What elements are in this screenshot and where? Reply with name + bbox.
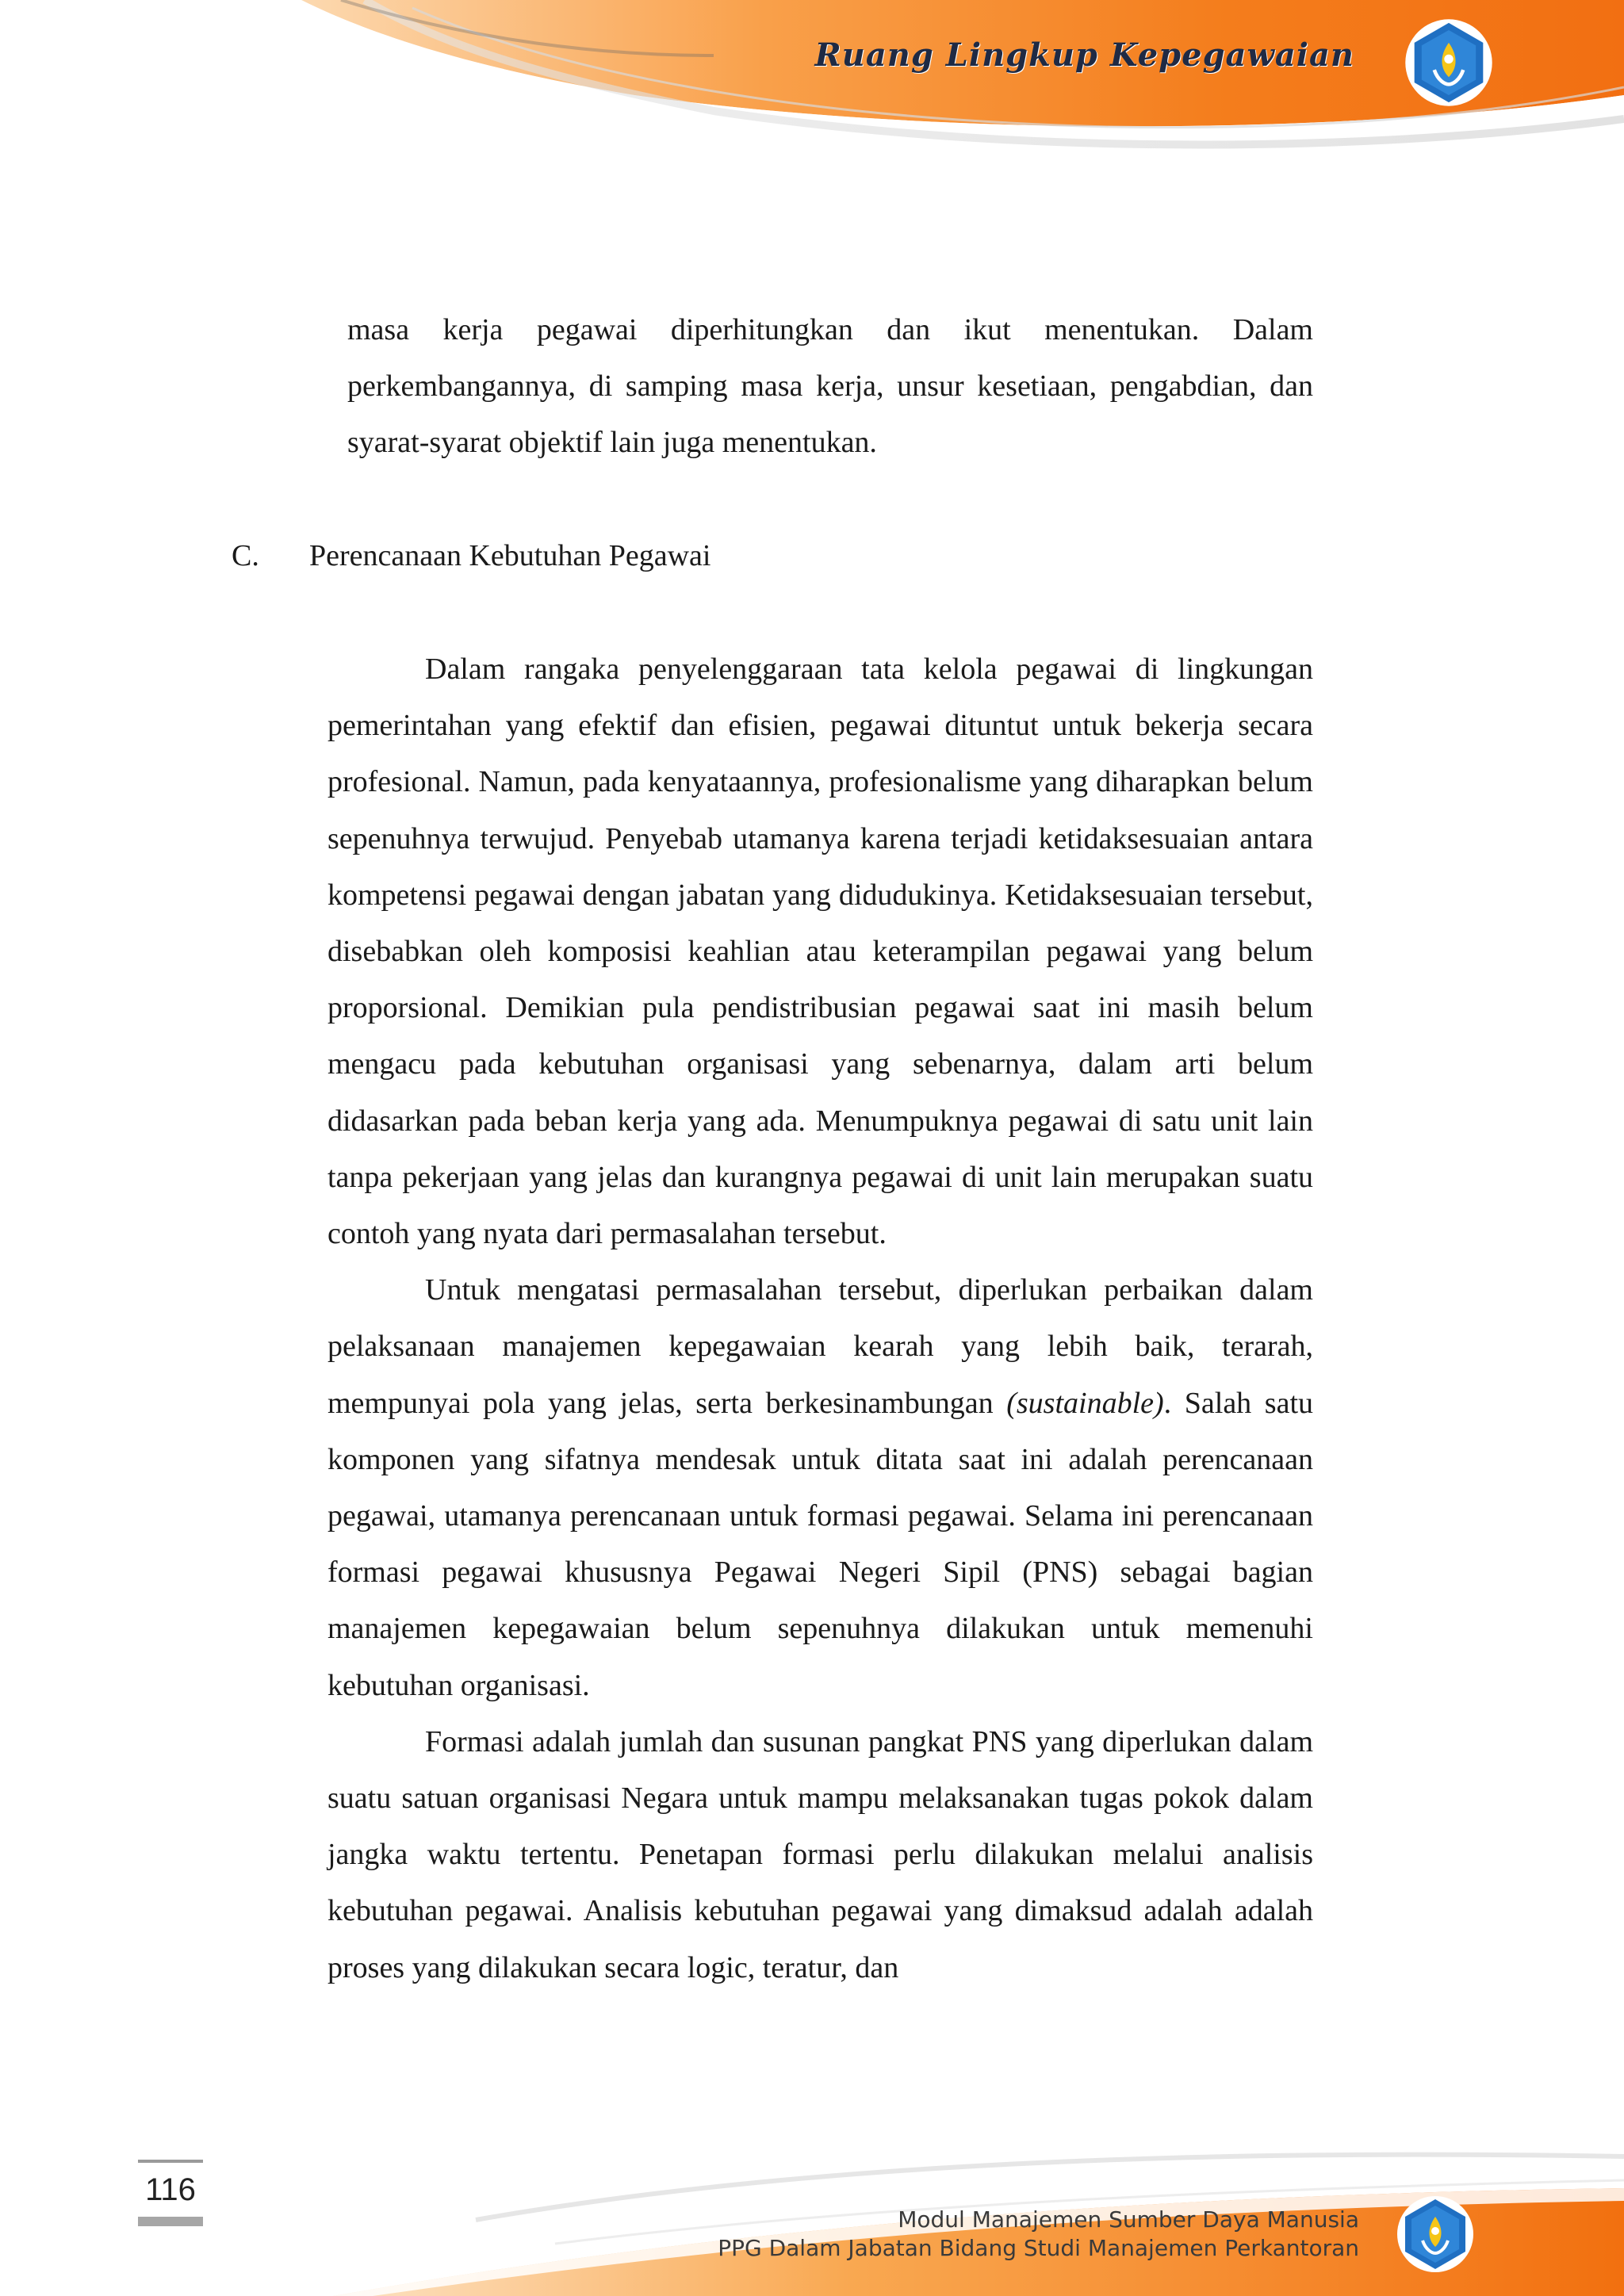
section-title: Perencanaan Kebutuhan Pegawai xyxy=(309,539,711,572)
body-paragraph-3: Formasi adalah jumlah dan susunan pangkat PNS yang diperlukan dalam suatu satuan organisasi Negara untuk mampu melaksanakan tugas pokok dalam jangka waktu tertentu. Penetapan formasi perlu dilakukan melalui analisis kebutuhan pegawai. Analisis kebutuhan pegawai yang dimaksud adalah adalah proses yang dilakukan secara logic, teratur, dan xyxy=(327,1724,1313,1984)
tut-wuri-handayani-logo-icon xyxy=(1396,2195,1475,2274)
page-number-underline xyxy=(138,2217,203,2226)
continued-paragraph: masa kerja pegawai diperhitungkan dan ikut menentukan. Dalam perkembangannya, di samping masa kerja, unsur kesetiaan, pengabdian, dan syarat-syarat objektif lain juga menentukan. xyxy=(347,313,1313,460)
footer-text xyxy=(718,2206,1359,2263)
paragraph-2-text-a: Untuk mengatasi permasalahan tersebut, diperlukan perbaikan dalam pelaksanaan manajemen kepegawaian kearah yang lebih baik, terarah, mempunyai pola yang jelas, serta berkesinambungan xyxy=(327,1273,1313,1420)
body-paragraph-2 xyxy=(327,1262,1313,1714)
paragraph-2-italic-term: (sustainable) xyxy=(1006,1386,1164,1420)
paragraph-2-text-b: . Salah satu komponen yang sifatnya mendesak untuk ditata saat ini adalah perencanaan pegawai, utamanya perencanaan untuk formasi pegawai. Selama ini perencanaan formasi pegawai khususnya Pegawai Negeri Sipil (PNS) sebagai bagian manajemen kepegawaian belum sepenuhnya dilakukan untuk memenuhi kebutuhan organisasi. xyxy=(327,1386,1313,1702)
header-swoosh-graphic xyxy=(0,0,1624,206)
running-header-title: Ruang Lingkup Kepegawaian xyxy=(814,36,1354,74)
section-number: C. xyxy=(232,539,259,572)
page-number: 116 xyxy=(138,2160,203,2208)
tut-wuri-handayani-logo-icon xyxy=(1404,17,1494,108)
section-heading xyxy=(232,528,710,584)
body-paragraph-1: Dalam rangaka penyelenggaraan tata kelola pegawai di lingkungan pemerintahan yang efektif dan efisien, pegawai dituntut untuk bekerja secara profesional. Namun, pada kenyataannya, profesionalisme yang diharapkan belum sepenuhnya terwujud. Penyebab utamanya karena terjadi ketidaksesuaian antara kompetensi pegawai dengan jabatan yang didudukinya. Ketidaksesuaian tersebut, disebabkan oleh komposisi keahlian atau keterampilan pegawai yang belum proporsional. Demikian pula pendistribusian pegawai saat ini masih belum mengacu pada kebutuhan organisasi yang sebenarnya, dalam arti belum didasarkan pada beban kerja yang ada. Menumpuknya pegawai di satu unit lain tanpa pekerjaan yang jelas dan kurangnya pegawai di unit lain merupakan suatu contoh yang nyata dari permasalahan tersebut. xyxy=(327,652,1313,1251)
footer-module-title: Modul Manajemen Sumber Daya Manusia xyxy=(898,2206,1359,2233)
footer-program-title: PPG Dalam Jabatan Bidang Studi Manajemen Perkantoran xyxy=(718,2235,1359,2261)
